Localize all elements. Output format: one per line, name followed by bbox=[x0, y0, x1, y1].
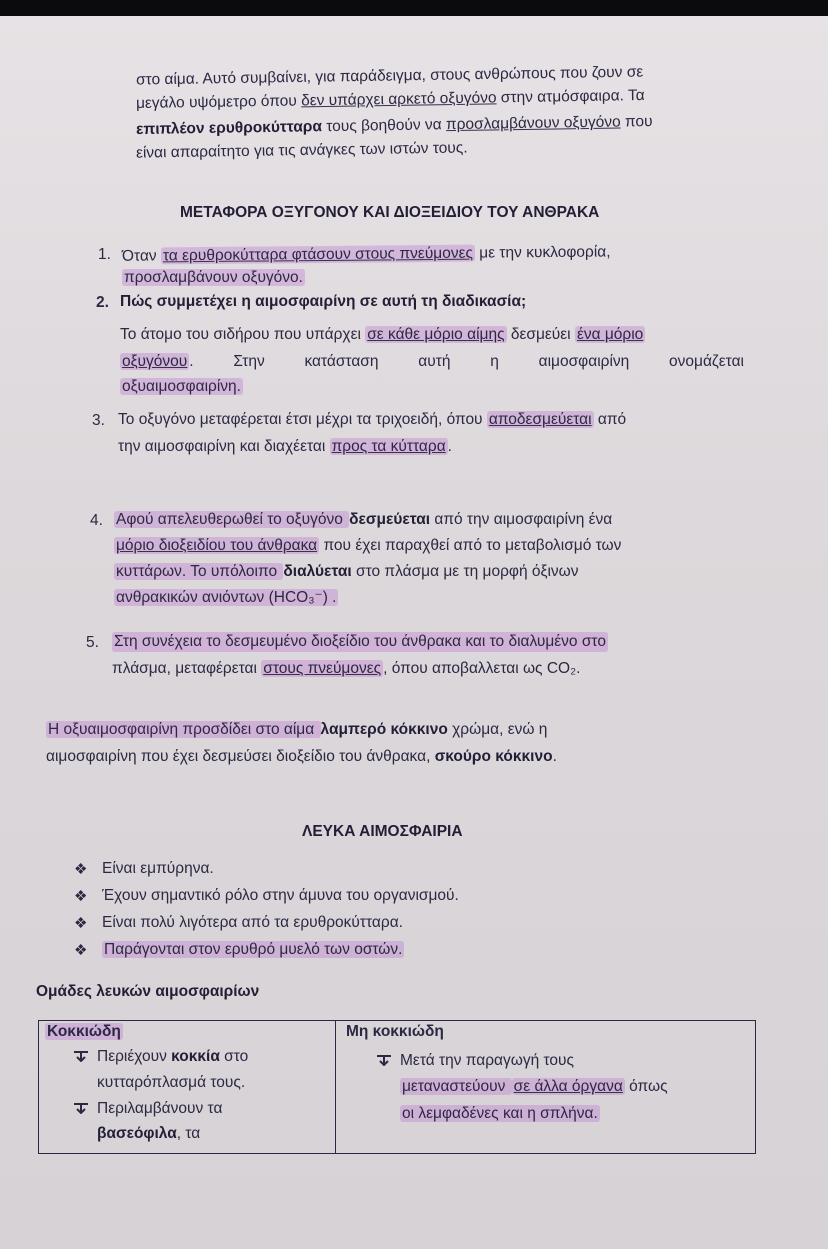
down-arrow-icon bbox=[73, 1048, 89, 1062]
highlighted-phrase: τα ερυθροκύτταρα φτάσουν στους πνεύμονες bbox=[162, 244, 474, 265]
table-cell-line: οι λεμφαδένες και η σπλήνα. bbox=[402, 1105, 598, 1122]
item4-line-1: Αφού απελευθερωθεί το οξυγόνο δεσμεύεται από την αιμοσφαιρίνη ένα bbox=[116, 511, 613, 528]
highlighted-phrase: σε κάθε μόριο αίμης bbox=[367, 326, 505, 343]
highlighted-phrase: προς τα κύτταρα bbox=[331, 438, 446, 455]
highlighted-phrase: αποδεσμεύεται bbox=[488, 411, 592, 428]
highlighted-phrase: σε άλλα όργανα bbox=[513, 1078, 623, 1095]
item1-line-2: προσλαμβάνουν οξυγόνο. bbox=[124, 269, 303, 286]
intro-line-1: στο αίμα. Αυτό συμβαίνει, για παράδειγμα, στους ανθρώπους που ζουν σε bbox=[135, 63, 644, 89]
item3-line-1: Το οξυγόνο μεταφέρεται έτσι μέχρι τα τριχοειδή, όπου αποδεσμεύεται από bbox=[118, 411, 627, 428]
groups-heading: Ομάδες λευκών αιμοσφαιρίων bbox=[36, 983, 260, 1000]
table-cell-line: Περιλαμβάνουν τα bbox=[73, 1100, 222, 1118]
item2-line-1: Το άτομο του σιδήρου που υπάρχει σε κάθε μόριο αίμης δεσμεύει ένα μόριο bbox=[120, 326, 644, 343]
item4-line-4: ανθρακικών ανιόντων (HCO₃⁻) . bbox=[116, 589, 337, 606]
diamond-bullet-icon: ❖ bbox=[74, 915, 88, 932]
item-number: 4. bbox=[90, 512, 103, 529]
item5-line-2: πλάσμα, μεταφέρεται στους πνεύμονες , όπου αποβαλλεται ως CO₂. bbox=[112, 660, 581, 677]
item4-line-2: μόριο διοξειδίου του άνθρακα που έχει παραχθεί από το μεταβολισμό των bbox=[116, 537, 622, 554]
top-bar bbox=[0, 0, 828, 16]
item1-line-1: Όταν τα ερυθροκύτταρα φτάσουν στους πνεύμονες με την κυκλοφορία, bbox=[121, 243, 611, 265]
table-cell-line: κυτταρόπλασμά τους. bbox=[97, 1074, 246, 1091]
item-number: 3. bbox=[92, 412, 105, 429]
diamond-bullet-icon: ❖ bbox=[74, 942, 88, 959]
down-arrow-icon bbox=[73, 1100, 89, 1114]
item2-line-3: οξυαιμοσφαιρίνη. bbox=[122, 378, 241, 395]
table-header: Μη κοκκιώδη bbox=[346, 1023, 444, 1040]
highlighted-phrase: οξυγόνου bbox=[122, 353, 188, 370]
diamond-bullet-icon: ❖ bbox=[74, 861, 88, 878]
diamond-bullet-icon: ❖ bbox=[74, 888, 88, 905]
bullet-item: Έχουν σημαντικό ρόλο στην άμυνα του οργανισμού. bbox=[102, 887, 459, 904]
down-arrow-icon bbox=[376, 1052, 392, 1066]
item4-line-3: κυττάρων. Το υπόλοιπο διαλύεται στο πλάσμα με τη μορφή όξινων bbox=[116, 563, 579, 580]
summary-line-1: Η οξυαιμοσφαιρίνη προσδίδει στο αίμα λαμπερό κόκκινο χρώμα, ενώ η bbox=[48, 721, 548, 738]
item-number: 1. bbox=[98, 246, 111, 263]
table-cell-line: Μετά την παραγωγή τους bbox=[376, 1052, 574, 1070]
intro-line-2: μεγάλο υψόμετρο όπου δεν υπάρχει αρκετό οξυγόνο στην ατμόσφαιρα. Τα bbox=[135, 87, 645, 112]
bullet-item: Είναι εμπύρηνα. bbox=[102, 860, 214, 877]
item-number: 2. bbox=[96, 294, 109, 311]
bullet-item: Παράγονται στον ερυθρό μυελό των οστών. bbox=[104, 941, 403, 958]
intro-line-4: είναι απαραίτητο για τις ανάγκες των ιστών τους. bbox=[135, 139, 468, 162]
underlined-phrase: προσλαμβάνουν οξυγόνο bbox=[445, 113, 621, 134]
table-cell-line: Περιέχουν κοκκία στο bbox=[73, 1048, 248, 1066]
section-title-white-cells: ΛΕΥΚΑ ΑΙΜΟΣΦΑΙΡΙΑ bbox=[302, 823, 463, 840]
highlighted-phrase: ένα μόριο bbox=[576, 326, 644, 343]
white-cell-groups-table bbox=[38, 1020, 756, 1154]
table-cell-line: βασεόφιλα, τα bbox=[97, 1125, 201, 1142]
underlined-phrase: δεν υπάρχει αρκετό οξυγόνο bbox=[301, 89, 497, 110]
item-number: 5. bbox=[86, 634, 99, 651]
summary-line-2: αιμοσφαιρίνη που έχει δεσμεύσει διοξείδιο του άνθρακα, σκούρο κόκκινο. bbox=[46, 748, 557, 765]
table-cell-line: μεταναστεύουν σε άλλα όργανα όπως bbox=[402, 1078, 668, 1095]
column-agranular bbox=[336, 1021, 756, 1154]
table-header: Κοκκιώδη bbox=[47, 1023, 121, 1040]
item3-line-2: την αιμοσφαιρίνη και διαχέεται προς τα κύτταρα . bbox=[118, 438, 452, 455]
item5-line-1: Στη συνέχεια το δεσμευμένο διοξείδιο του άνθρακα και το διαλυμένο στο bbox=[114, 633, 606, 650]
intro-line-3: επιπλέον ερυθροκύτταρα τους βοηθούν να προσλαμβάνουν οξυγόνο που bbox=[135, 112, 653, 139]
column-granular bbox=[39, 1021, 336, 1154]
item2-question: Πώς συμμετέχει η αιμοσφαιρίνη σε αυτή τη διαδικασία; bbox=[120, 293, 527, 310]
highlighted-phrase: στους πνεύμονες bbox=[263, 660, 382, 677]
section-title-transport: ΜΕΤΑΦΟΡΑ ΟΞΥΓΟΝΟΥ ΚΑΙ ΔΙΟΞΕΙΔΙΟΥ ΤΟΥ ΑΝΘΡΑΚΑ bbox=[180, 204, 600, 221]
highlighted-phrase: μόριο διοξειδίου του άνθρακα bbox=[116, 537, 318, 554]
item2-line-2: οξυγόνου . Στην κατάσταση αυτή η αιμοσφαιρίνη ονομάζεται bbox=[122, 353, 744, 370]
bullet-item: Είναι πολύ λιγότερα από τα ερυθροκύτταρα. bbox=[102, 914, 403, 931]
